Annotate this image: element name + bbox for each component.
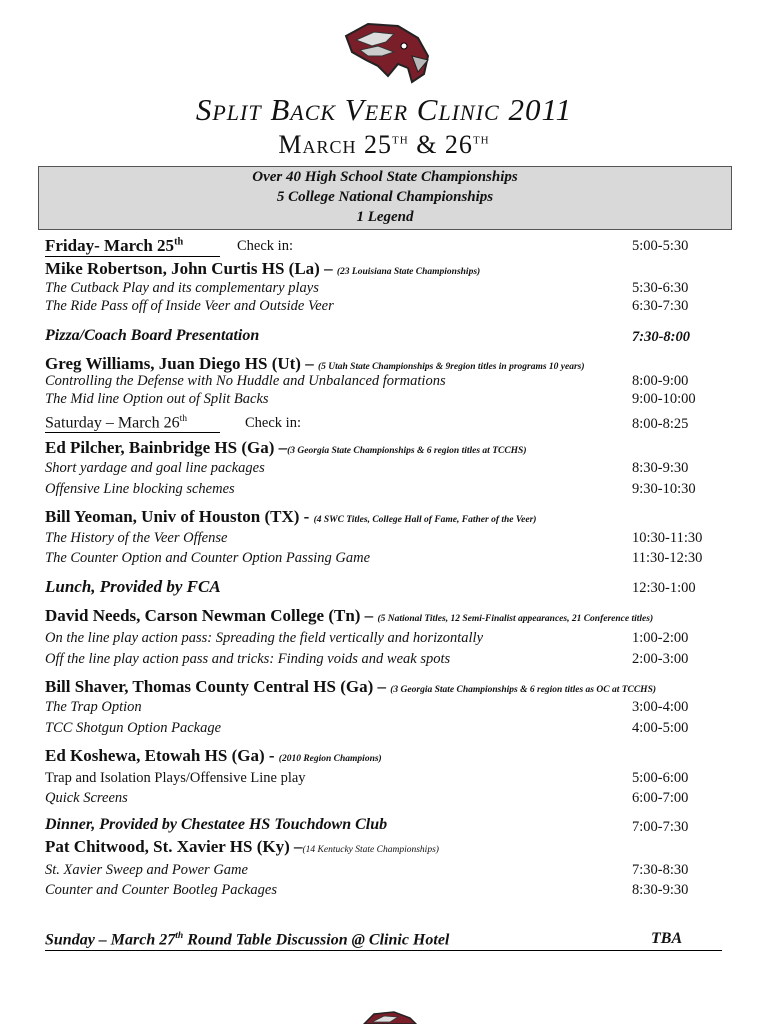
- session-title: Counter and Counter Bootleg Packages: [45, 882, 277, 898]
- session-time: 5:30-6:30: [632, 280, 689, 296]
- session-title: On the line play action pass: Spreading the field vertically and horizontally: [45, 630, 484, 646]
- session-title: The Counter Option and Counter Option Passing Game: [45, 550, 371, 566]
- session-title: Quick Screens: [45, 790, 128, 806]
- speaker-name: Bill Yeoman, Univ of Houston (TX) -: [45, 507, 310, 526]
- session-time: 9:00-10:00: [632, 391, 696, 407]
- sunday-sup: th: [175, 930, 184, 941]
- session-title: Short yardage and goal line packages: [45, 460, 265, 476]
- session-title: TCC Shotgun Option Package: [45, 720, 222, 736]
- session-title: The Cutback Play and its complementary plays: [45, 280, 319, 296]
- speaker-note: (23 Louisiana State Championships): [336, 267, 481, 277]
- session-time: 6:30-7:30: [632, 298, 689, 314]
- date-sup-2: th: [472, 130, 490, 148]
- sunday-event: Round Table Discussion @ Clinic Hotel: [183, 931, 450, 949]
- session-title: The Ride Pass off of Inside Veer and Outside Veer: [45, 298, 334, 314]
- speaker-row: [45, 746, 382, 766]
- speaker-note: (14 Kentucky State Championships): [302, 845, 439, 855]
- clinic-title: Split Back Veer Clinic 2011: [195, 92, 573, 127]
- date-text-1: March 25: [278, 130, 393, 159]
- session-time: 4:00-5:00: [632, 720, 689, 736]
- session-title: The Trap Option: [45, 699, 142, 715]
- speaker-note: (5 Utah State Championships & 9region titles in programs 10 years): [317, 362, 585, 372]
- eagle-head-logo: [338, 16, 432, 88]
- highlight-line: 5 College National Championships: [276, 189, 494, 205]
- session-time: 3:00-4:00: [632, 699, 689, 715]
- speaker-name: Mike Robertson, John Curtis HS (La) –: [45, 259, 333, 278]
- session-time: 8:30-9:30: [632, 882, 689, 898]
- session-time: 8:00-9:00: [632, 373, 689, 389]
- session-time: 8:30-9:30: [632, 460, 689, 476]
- friday-sup: th: [174, 236, 184, 248]
- speaker-note: (3 Georgia State Championships & 6 region titles as OC at TCCHS): [390, 685, 657, 695]
- speaker-name: David Needs, Carson Newman College (Tn) –: [45, 606, 374, 625]
- highlight-line: 1 Legend: [356, 209, 414, 225]
- session-time: 5:00-6:00: [632, 770, 689, 786]
- friday-heading: [45, 236, 220, 257]
- session-title: The History of the Veer Offense: [45, 530, 228, 546]
- session-time: 9:30-10:30: [632, 481, 696, 497]
- session-title: Trap and Isolation Plays/Offensive Line play: [45, 770, 306, 786]
- pizza-time: 7:30-8:00: [632, 329, 690, 345]
- lunch-label: Lunch, Provided by FCA: [45, 577, 221, 596]
- friday-checkin: Check in:: [237, 238, 293, 254]
- friday-day: Friday- March 25: [45, 236, 175, 255]
- speaker-row: [45, 606, 653, 626]
- speaker-name: Ed Koshewa, Etowah HS (Ga) -: [45, 746, 275, 765]
- saturday-sup: th: [179, 413, 188, 424]
- session-title: The Mid line Option out of Split Backs: [45, 391, 269, 407]
- session-title: Controlling the Defense with No Huddle and Unbalanced formations: [45, 373, 446, 389]
- speaker-note: (2010 Region Champions): [278, 754, 382, 764]
- dinner-label: Dinner, Provided by Chestatee HS Touchdown Club: [45, 816, 388, 833]
- saturday-checkin: Check in:: [245, 415, 301, 431]
- saturday-heading: [45, 413, 220, 433]
- pizza-label: Pizza/Coach Board Presentation: [45, 327, 260, 344]
- eagle-head-logo-footer: [360, 1010, 420, 1024]
- speaker-row: [45, 677, 656, 697]
- sunday-row: [45, 930, 722, 951]
- speaker-name: Bill Shaver, Thomas County Central HS (Ga) –: [45, 677, 386, 696]
- sunday-time: TBA: [651, 930, 683, 947]
- speaker-row: [45, 507, 536, 527]
- speaker-row: [45, 837, 439, 857]
- speaker-note: (3 Georgia State Championships & 6 region titles at TCCHS): [287, 446, 527, 456]
- saturday-day: Saturday – March 26: [45, 414, 180, 432]
- speaker-name: Greg Williams, Juan Diego HS (Ut) –: [45, 354, 314, 373]
- speaker-name: Pat Chitwood, St. Xavier HS (Ky) –: [45, 837, 303, 856]
- speaker-row: [45, 354, 585, 374]
- session-time: 10:30-11:30: [632, 530, 703, 546]
- session-title: Offensive Line blocking schemes: [45, 481, 235, 497]
- speaker-name: Ed Pilcher, Bainbridge HS (Ga) –: [45, 438, 288, 457]
- date-text-2: & 26: [408, 130, 473, 159]
- date-sup-1: th: [392, 130, 409, 148]
- sunday-day: Sunday – March 27: [45, 931, 176, 949]
- speaker-row: [45, 438, 527, 458]
- session-time: 7:30-8:30: [632, 862, 689, 878]
- session-time: 2:00-3:00: [632, 651, 689, 667]
- speaker-note: (5 National Titles, 12 Semi-Finalist appearances, 21 Conference titles): [377, 614, 654, 624]
- speaker-row: [45, 259, 480, 279]
- date-line: [0, 130, 768, 160]
- session-title: Off the line play action pass and tricks: Finding voids and weak spots: [45, 651, 451, 667]
- lunch-time: 12:30-1:00: [632, 580, 696, 596]
- dinner-time: 7:00-7:30: [632, 819, 689, 835]
- friday-checkin-time: 5:00-5:30: [632, 238, 689, 254]
- session-time: 1:00-2:00: [632, 630, 689, 646]
- highlight-line: Over 40 High School State Championships: [252, 169, 518, 185]
- session-title: St. Xavier Sweep and Power Game: [45, 862, 248, 878]
- saturday-checkin-time: 8:00-8:25: [632, 416, 689, 432]
- session-time: 11:30-12:30: [632, 550, 703, 566]
- speaker-note: (4 SWC Titles, College Hall of Fame, Father of the Veer): [313, 515, 537, 525]
- highlights-box: [38, 166, 732, 230]
- session-time: 6:00-7:00: [632, 790, 689, 806]
